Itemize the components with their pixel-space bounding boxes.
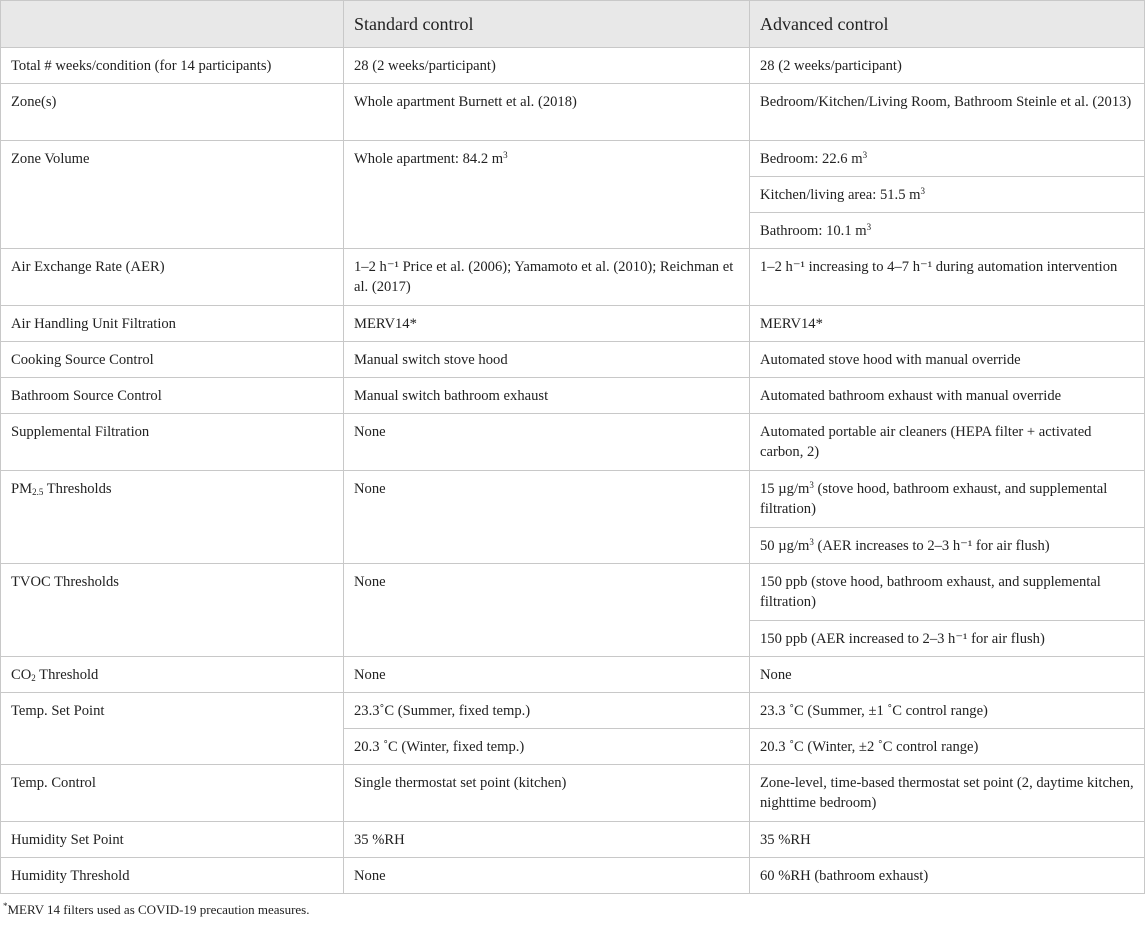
advanced-cell: 35 %RH <box>750 822 1145 858</box>
standard-cell: Whole apartment Burnett et al. (2018) <box>344 84 750 141</box>
advanced-cell <box>750 177 1145 213</box>
advanced-cell: 60 %RH (bathroom exhaust) <box>750 858 1145 894</box>
standard-cell: None <box>344 858 750 894</box>
advanced-cell: 150 ppb (AER increased to 2–3 h⁻¹ for air flush) <box>750 621 1145 657</box>
row-label: Bathroom Source Control <box>1 378 344 414</box>
row-label: Temp. Control <box>1 765 344 822</box>
standard-cell: 23.3˚C (Summer, fixed temp.) <box>344 693 750 729</box>
superscript: 3 <box>809 537 814 547</box>
superscript: 3 <box>503 150 508 160</box>
standard-cell: None <box>344 414 750 471</box>
advanced-cell <box>750 213 1145 249</box>
standard-cell: Single thermostat set point (kitchen) <box>344 765 750 822</box>
standard-cell: Manual switch bathroom exhaust <box>344 378 750 414</box>
advanced-cell: Automated bathroom exhaust with manual override <box>750 378 1145 414</box>
table-row <box>1 84 1145 141</box>
row-label: Supplemental Filtration <box>1 414 344 471</box>
row-label <box>1 471 344 564</box>
superscript: 3 <box>920 186 925 196</box>
table-row <box>1 822 1145 858</box>
standard-cell: 28 (2 weeks/participant) <box>344 48 750 84</box>
table-row <box>1 471 1145 528</box>
advanced-cell: 1–2 h⁻¹ increasing to 4–7 h⁻¹ during automation intervention <box>750 249 1145 306</box>
advanced-cell: None <box>750 657 1145 693</box>
footnote-text: MERV 14 filters used as COVID-19 precaution measures. <box>7 902 310 917</box>
table-row <box>1 693 1145 729</box>
table-row <box>1 48 1145 84</box>
advanced-cell: Zone-level, time-based thermostat set point (2, daytime kitchen, nighttime bedroom) <box>750 765 1145 822</box>
table-row <box>1 765 1145 822</box>
table-row <box>1 342 1145 378</box>
advanced-cell <box>750 471 1145 528</box>
advanced-cell <box>750 528 1145 564</box>
standard-cell: 20.3 ˚C (Winter, fixed temp.) <box>344 729 750 765</box>
cell-text: Whole apartment: 84.2 m <box>354 151 504 167</box>
row-label: Zone Volume <box>1 141 344 249</box>
footnote-mark: * <box>3 901 8 911</box>
advanced-cell: Bedroom/Kitchen/Living Room, Bathroom Steinle et al. (2013) <box>750 84 1145 141</box>
superscript: 3 <box>862 150 868 160</box>
row-label: Temp. Set Point <box>1 693 344 765</box>
header-advanced-control: Advanced control <box>750 1 1145 48</box>
standard-cell: None <box>344 471 750 564</box>
table-footnote <box>0 894 1145 918</box>
row-label <box>1 657 344 693</box>
advanced-cell: 23.3 ˚C (Summer, ±1 ˚C control range) <box>750 693 1145 729</box>
cell-text: Threshold <box>35 667 99 683</box>
table-row <box>1 141 1145 177</box>
row-label: Air Exchange Rate (AER) <box>1 249 344 306</box>
standard-cell: None <box>344 564 750 657</box>
table-row <box>1 564 1145 621</box>
cell-text: CO <box>11 667 32 683</box>
superscript: 3 <box>809 480 814 490</box>
cell-text: (AER increases to 2–3 h⁻¹ for air flush) <box>813 538 1050 554</box>
cell-text: 50 µg/m <box>760 538 810 554</box>
row-label: Humidity Threshold <box>1 858 344 894</box>
standard-cell: Manual switch stove hood <box>344 342 750 378</box>
advanced-cell: Automated portable air cleaners (HEPA filter + activated carbon, 2) <box>750 414 1145 471</box>
standard-cell: None <box>344 657 750 693</box>
cell-text: (stove hood, bathroom exhaust, and supplemental filtration) <box>760 481 1108 517</box>
standard-cell: 35 %RH <box>344 822 750 858</box>
cell-text: Bedroom: 22.6 m <box>760 151 863 167</box>
header-standard-control: Standard control <box>344 1 750 48</box>
row-label: TVOC Thresholds <box>1 564 344 657</box>
advanced-cell: 20.3 ˚C (Winter, ±2 ˚C control range) <box>750 729 1145 765</box>
advanced-cell: 28 (2 weeks/participant) <box>750 48 1145 84</box>
table-row <box>1 414 1145 471</box>
standard-cell: MERV14* <box>344 306 750 342</box>
row-label: Zone(s) <box>1 84 344 141</box>
table-row <box>1 858 1145 894</box>
cell-text: 15 µg/m <box>760 481 810 497</box>
row-label: Air Handling Unit Filtration <box>1 306 344 342</box>
row-label: Total # weeks/condition (for 14 participants) <box>1 48 344 84</box>
subscript: 2 <box>31 673 36 683</box>
table-row <box>1 657 1145 693</box>
standard-cell: 1–2 h⁻¹ Price et al. (2006); Yamamoto et al. (2010); Reichman et al. (2017) <box>344 249 750 306</box>
advanced-cell: Automated stove hood with manual override <box>750 342 1145 378</box>
cell-text: Bathroom: 10.1 m <box>760 223 867 239</box>
table-row <box>1 249 1145 306</box>
superscript: 3 <box>866 222 872 232</box>
cell-text: PM <box>11 481 33 497</box>
table-row <box>1 378 1145 414</box>
row-label: Humidity Set Point <box>1 822 344 858</box>
table-header-row <box>1 1 1145 48</box>
cell-text: Thresholds <box>43 481 112 497</box>
standard-cell <box>344 141 750 249</box>
cell-text: Kitchen/living area: 51.5 m <box>760 187 921 203</box>
table-row <box>1 306 1145 342</box>
advanced-cell <box>750 141 1145 177</box>
advanced-cell: MERV14* <box>750 306 1145 342</box>
advanced-cell: 150 ppb (stove hood, bathroom exhaust, and supplemental filtration) <box>750 564 1145 621</box>
header-blank <box>1 1 344 48</box>
subscript: 2.5 <box>32 487 44 497</box>
row-label: Cooking Source Control <box>1 342 344 378</box>
